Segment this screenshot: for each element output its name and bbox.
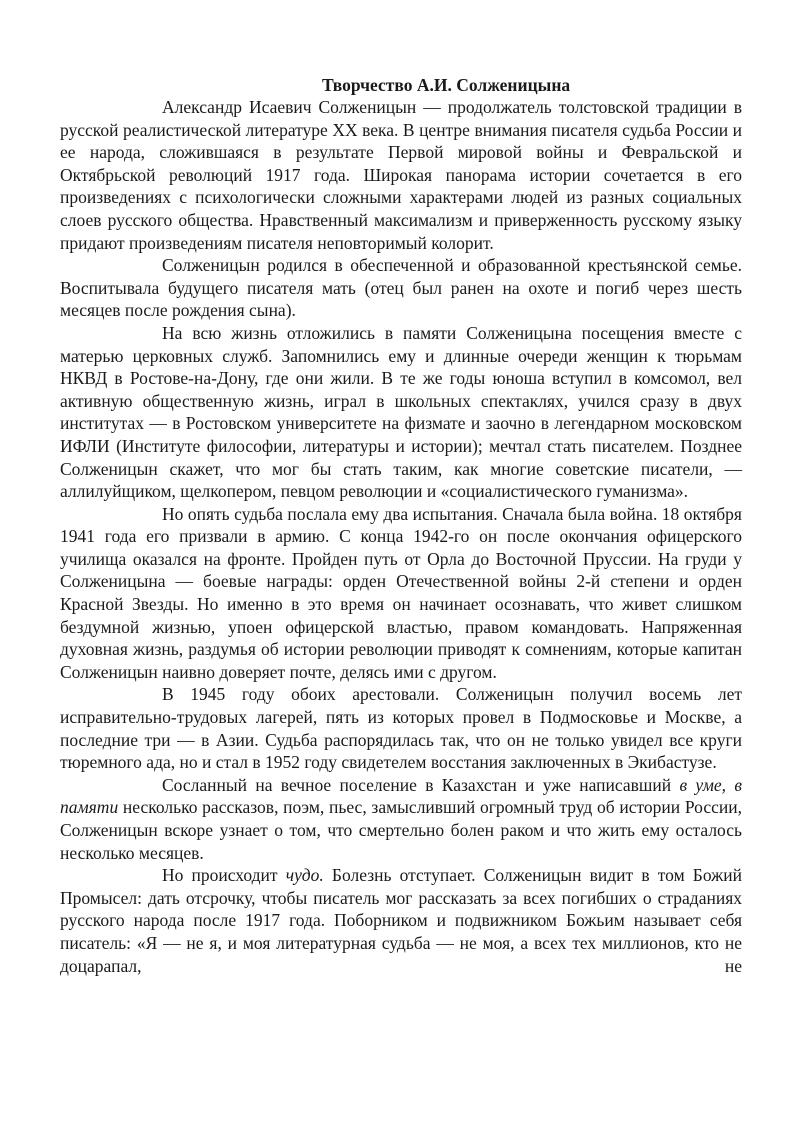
paragraph-exile-text-end: несколько рассказов, поэм, пьес, замысливший огромный труд об истории России, Солженицын вскоре узнает о том, что смертельно болен раком и что жить ему осталось несколько месяцев.: [60, 797, 742, 863]
paragraph-war: Но опять судьба послала ему два испытания. Сначала была война. 18 октября 1941 года его призвали в армию. С конца 1942-го он после окончания офицерского училища оказался на фронте. Пройден путь от Орла до Восточной Пруссии. На груди у Солженицына — боевые награды: орден Отечественной войны 2-й степени и орден Красной Звезды. Но именно в это время он начинает осознавать, что живет слишком бездумной жизнью, упоен офицерской властью, правом командовать. Напряженная духовная жизнь, раздумья об истории революции приводят к сомнениям, которые капитан Солженицын наивно доверяет почте, делясь ими с другом.: [60, 503, 742, 682]
paragraph-arrest: В 1945 году обоих арестовали. Солженицын получил восемь лет исправительно-трудовых лагерей, пять из которых провел в Подмосковье и Москве, а последние три — в Азии. Судьба распорядилась так, что он не только увидел все круги тюремного ада, но и стал в 1952 году свидетелем восстания заключенных в Экибастузе.: [60, 684, 742, 773]
paragraph-exile-italic: в уме, в памяти: [60, 774, 742, 818]
paragraph-exile: [60, 774, 742, 864]
paragraph-miracle: [60, 864, 742, 977]
paragraph-exile-text-start: Сосланный на вечное поселение в Казахстан и уже написавший: [162, 774, 680, 795]
paragraph-miracle-italic: чудо.: [285, 865, 324, 886]
paragraph-miracle-text-start: Но происходит: [162, 865, 286, 886]
paragraph-youth: На всю жизнь отложились в памяти Солженицына посещения вместе с матерью церковных служб. Запомнились ему и длинные очереди женщин к тюрьмам НКВД в Ростове-на-Дону, где они жили. В те же годы юноша вступил в комсомол, вел активную общественную жизнь, играл в школьных спектаклях, учился сразу в двух институтах — в Ростовском университете на физмате и заочно в легендарном московском ИФЛИ (Институте философии, литературы и истории); мечтал стать писателем. Позднее Солженицын скажет, что мог бы стать таким, как многие советские писатели, — аллилуйщиком, щелкопером, певцом революции и «социалистического гуманизма».: [60, 322, 742, 502]
paragraph-intro: Александр Исаевич Солженицын — продолжатель толстовской традиции в русской реалистической литературе XX века. В центре внимания писателя судьба России и ее народа, сложившаяся в результате Первой мировой войны и Февральской и Октябрьской революций 1917 года. Широкая панорама истории сочетается в его произведениях с психологически сложными характерами людей из разных социальных слоев русского общества. Нравственный максимализм и приверженность русскому языку придают произведениям писателя неповторимый колорит.: [60, 97, 742, 253]
paragraph-miracle-text-end: Болезнь отступает. Солженицын видит в том Божий Промысел: дать отсрочку, чтобы писатель мог рассказать за всех погибших о страданиях русского народа после 1917 года. Поборником и подвижником Божьим называет себя писатель: «Я — не я, и моя литературная судьба — не моя, а всех тех миллионов, кто не доцарапал, не: [60, 865, 742, 976]
document-title: Творчество А.И. Солженицына: [322, 75, 571, 95]
paragraph-birth: Солженицын родился в обеспеченной и образованной крестьянской семье. Воспитывала будущего писателя мать (отец был ранен на охоте и погиб через шесть месяцев после рождения сына).: [60, 255, 742, 321]
